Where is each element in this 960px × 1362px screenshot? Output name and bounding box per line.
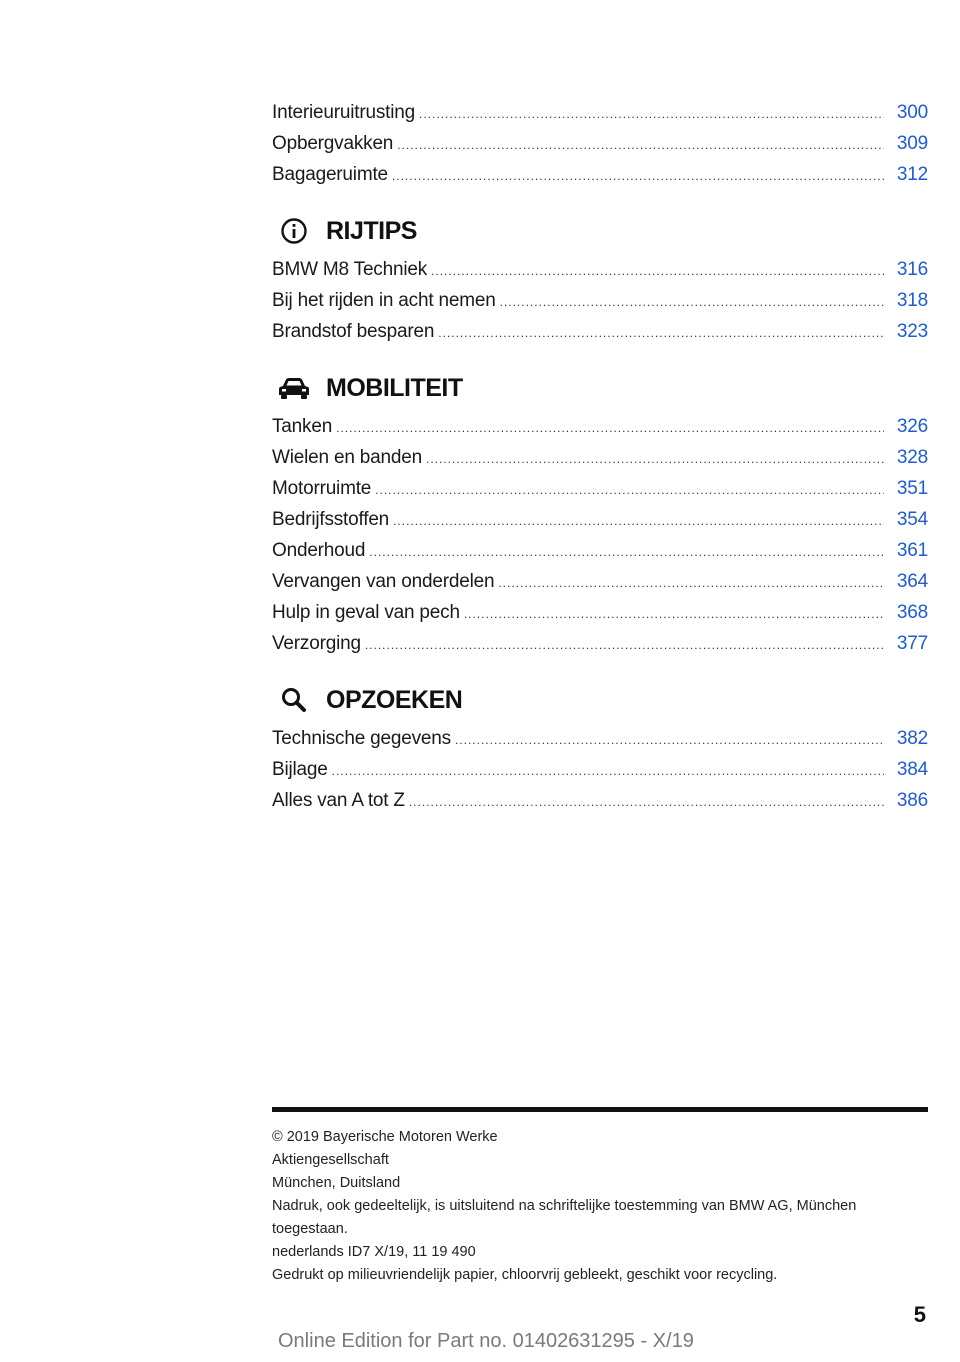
toc-entry-page[interactable]: 323 (896, 321, 928, 342)
toc-entry-page[interactable]: 309 (896, 133, 928, 154)
dot-leader (393, 514, 884, 528)
toc-entry[interactable] (272, 259, 928, 290)
toc-entry-label: Brandstof besparen (272, 321, 435, 342)
table-of-contents (272, 102, 928, 821)
dot-leader (431, 264, 884, 278)
toc-entry[interactable] (272, 416, 928, 447)
toc-entry[interactable] (272, 478, 928, 509)
car-icon (272, 373, 316, 403)
section-heading-opzoeken[interactable] (272, 678, 928, 722)
toc-entry[interactable] (272, 633, 928, 664)
section-title: OPZOEKEN (326, 685, 463, 714)
toc-entry[interactable] (272, 133, 928, 164)
imprint-reprint-notice: Nadruk, ook gedeeltelijk, is uitsluitend na schriftelijke toestemming van BMW AG, München (272, 1198, 857, 1214)
imprint-paper-notice: Gedrukt op milieuvriendelijk papier, chloorvrij gebleekt, geschikt voor recycling. (272, 1267, 778, 1283)
dot-leader (336, 421, 884, 435)
toc-entry-label: Motorruimte (272, 478, 372, 499)
toc-entry-page[interactable]: 312 (896, 164, 928, 185)
imprint-block (272, 1126, 932, 1287)
toc-entry-page[interactable]: 368 (896, 602, 928, 623)
toc-entry[interactable] (272, 571, 928, 602)
toc-entry-page[interactable]: 351 (896, 478, 928, 499)
toc-entry[interactable] (272, 759, 928, 790)
toc-entry[interactable] (272, 509, 928, 540)
dot-leader (365, 638, 884, 652)
dot-leader (332, 764, 884, 778)
dot-leader (438, 326, 884, 340)
toc-entry-label: Vervangen van onderdelen (272, 571, 495, 592)
toc-entry-label: Bagageruimte (272, 164, 388, 185)
toc-entry-label: Interieuruitrusting (272, 102, 415, 123)
dot-leader (426, 452, 884, 466)
toc-entry-label: Verzorging (272, 633, 361, 654)
imprint-reprint-notice-cont: toegestaan. (272, 1221, 348, 1237)
toc-entry-page[interactable]: 377 (896, 633, 928, 654)
toc-entry-label: Onderhoud (272, 540, 366, 561)
toc-entry-label: Bedrijfsstoffen (272, 509, 390, 530)
toc-entry-page[interactable]: 384 (896, 759, 928, 780)
info-icon (272, 216, 316, 246)
toc-entry-page[interactable]: 386 (896, 790, 928, 811)
page-number: 5 (913, 1302, 926, 1327)
toc-entry-page[interactable]: 382 (896, 728, 928, 749)
toc-entry[interactable] (272, 102, 928, 133)
imprint-location: München, Duitsland (272, 1175, 401, 1191)
dot-leader (498, 576, 884, 590)
toc-entry-label: BMW M8 Techniek (272, 259, 428, 280)
toc-entry-page[interactable]: 361 (896, 540, 928, 561)
toc-entry-page[interactable]: 318 (896, 290, 928, 311)
section-title: MOBILITEIT (326, 373, 463, 402)
section-title: RIJTIPS (326, 216, 417, 245)
toc-entry-label: Opbergvakken (272, 133, 394, 154)
section-heading-mobiliteit[interactable] (272, 366, 928, 410)
dot-leader (397, 138, 884, 152)
toc-entry-page[interactable]: 316 (896, 259, 928, 280)
section-heading-rijtips[interactable] (272, 209, 928, 253)
dot-leader (419, 107, 884, 121)
toc-entry[interactable] (272, 447, 928, 478)
toc-entry-page[interactable]: 364 (896, 571, 928, 592)
dot-leader (464, 607, 884, 621)
imprint-edition: nederlands ID7 X/19, 11 19 490 (272, 1244, 476, 1260)
dot-leader (455, 733, 884, 747)
toc-entry-label: Alles van A tot Z (272, 790, 405, 811)
dot-leader (409, 795, 884, 809)
dot-leader (500, 295, 884, 309)
imprint-copyright: © 2019 Bayerische Motoren Werke (272, 1129, 498, 1145)
toc-entry-label: Tanken (272, 416, 333, 437)
toc-entry[interactable] (272, 164, 928, 195)
toc-entry-page[interactable]: 326 (896, 416, 928, 437)
toc-entry-page[interactable]: 328 (896, 447, 928, 468)
toc-entry[interactable] (272, 602, 928, 633)
toc-entry-label: Bij het rijden in acht nemen (272, 290, 496, 311)
toc-entry-label: Technische gegevens (272, 728, 451, 749)
toc-entry[interactable] (272, 290, 928, 321)
online-edition-watermark: Online Edition for Part no. 01402631295 - X/19 (278, 1330, 694, 1352)
search-icon (272, 685, 316, 715)
toc-top-group (272, 102, 928, 195)
toc-entry[interactable] (272, 321, 928, 352)
toc-entry-page[interactable]: 300 (896, 102, 928, 123)
toc-entry[interactable] (272, 728, 928, 759)
toc-entry-label: Hulp in geval van pech (272, 602, 460, 623)
dot-leader (375, 483, 884, 497)
dot-leader (392, 169, 884, 183)
toc-entry[interactable] (272, 790, 928, 821)
imprint-divider (272, 1107, 928, 1112)
toc-entry-label: Wielen en banden (272, 447, 422, 468)
toc-entry-label: Bijlage (272, 759, 328, 780)
imprint-company: Aktiengesellschaft (272, 1152, 389, 1168)
dot-leader (369, 545, 884, 559)
toc-entry[interactable] (272, 540, 928, 571)
toc-entry-page[interactable]: 354 (896, 509, 928, 530)
